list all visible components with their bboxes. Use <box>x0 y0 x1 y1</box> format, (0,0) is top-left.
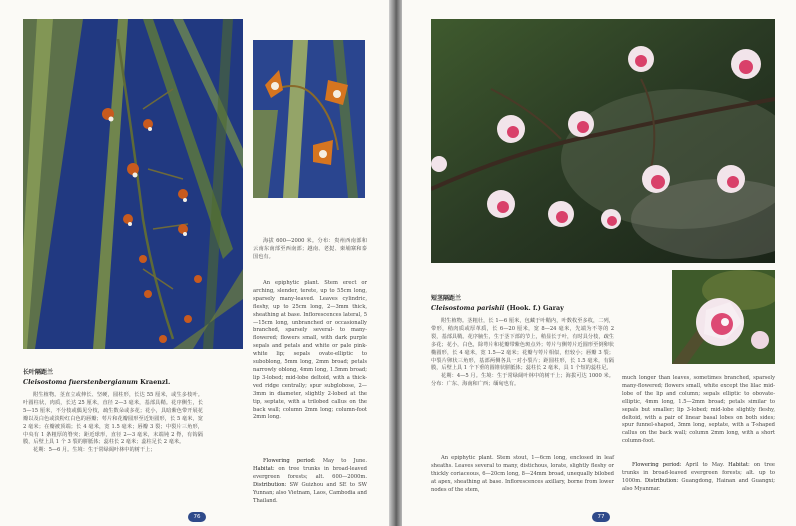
latin-binomial: Cleisostoma parishii <box>431 304 505 312</box>
distribution-value: SW Guizhou and SE to SW Yunnan; also Vietnam, Laos, Cambodia and Thailand. <box>253 481 367 504</box>
flowering-label: Flowering period: <box>632 462 682 468</box>
left-page <box>0 0 389 526</box>
flowering-en-paragraph <box>622 462 775 494</box>
photo-cleisostoma-parishii-main <box>431 19 775 263</box>
flowering-en-col2 <box>622 462 775 494</box>
species-chinese-name: 长叶隔距兰 <box>23 369 54 376</box>
latin-author: Kraenzl. <box>140 378 171 386</box>
page-number: 76 <box>188 512 206 522</box>
habitat-label: Habitat: <box>728 462 750 468</box>
description-en-col2 <box>622 375 775 446</box>
flowering-en-col2 <box>253 458 367 505</box>
habitat-value: on tree trunks in broad-leaved evergreen forests; alt. up to 1000m. <box>622 462 775 484</box>
photo-cleisostoma-fuerstenbergianum-main <box>23 19 243 349</box>
latin-author: (Hook. f.) Garay <box>506 304 564 312</box>
flowering-value: April to May. <box>685 462 725 468</box>
photo-cleisostoma-parishii-detail <box>672 270 775 364</box>
description-en-paragraph: An epiphytic plant. Stem erect or arching, slender, terete, up to 55cm long, sparsely many-leaved. Leaves cylindric, fleshy, up to 25cm long, 2—3mm thick, sheathing at base. Inflorescences lateral, 5—15cm long, unbranched or occasionally branched, sparsely several- to many-flowered; flowers small, with dark purple sepals and petals and white or pale pink-white lip; sepals ovate-elliptic to suboblong, 5mm long, 2mm broad; petals narrowly oblong, 4mm long, 1.5mm broad; lip 3-lobed; mid-lobe deltoid, with a thick-ved ridge centrally; spur subglobose, 2—3mm in diameter, slightly 2-lobed at the tip, septate, with a trilobed callus on the back wall; column 2mm long; column-foot 2mm long. <box>253 280 367 421</box>
description-en-continued: much longer than leaves, sometimes branched, sparsely many-flowered; flowers small, white except the lilac mid-lobe of the lip and column; sepals elliptic to obovate-elliptic, 4mm long, 1.5—2mm broad; petals similar to sepals but smaller; lip 3-lobed; mid-lobe slightly fleshy, deltoid, with a pair of linear basal lobes on both sides; spur funnel-shaped, 3mm long, septate, with a T-shaped callus on the back wall; column 2mm long, with a short column-foot. <box>622 375 775 445</box>
distribution-cn-paragraph: 海拔 600—2000 米。分布：贵州西南部和云南东南部至西南部；越南、老挝、柬埔寨和泰国也有。 <box>253 238 367 260</box>
flowering-cn-paragraph: 花期：4—5 月。生境：生于常绿阔叶林中的树干上；海拔可达 1000 米。分布：广东、海南和广西；缅甸也有。 <box>431 373 614 388</box>
species-chinese-name: 短茎隔距兰 <box>431 295 462 302</box>
latin-binomial: Cleisostoma fuerstenbergianum <box>23 378 138 386</box>
description-en-paragraph: An epiphytic plant. Stem stout, 1—6cm long, enclosed in leaf sheaths. Leaves several to many, distichous, lorate, slightly fleshy or thickly coriaceous, 6—20cm long, 8—24mm broad, unequally bilobed at apex, sheathing at base. Inflorescences axillary, borne from lower nodes of the stem, <box>431 455 614 493</box>
description-cn-paragraph: 附生植物。茎粗壮，长 1—6 厘米，包藏于叶鞘内，叶数枚至多枚，二列，带形，稍肉质或厚革质，长 6—20 厘米，宽 8—24 毫米，先端为不等的 2 裂，基部具鞘。花序腋生，生于茎下部的节上，稍显长于叶，有时具分枝，疏生多花；花小，白色，除萼片和花瓣带紫色斑点外；萼片与侧萼片近圆形至倒卵状椭圆形，长 4 毫米，宽 1.5—2 毫米；花瓣与萼片相似，但较小；唇瓣 3 裂；中裂片卵状三角形，基部两侧各具一对小裂片；距圆柱形，长 1.5 毫米，有隔膜，后壁上具 1 个下垂的圆锥状胼胝体；蕊柱长 2 毫米，具 1 个短的蕊柱足。 <box>431 318 614 372</box>
description-en-col1 <box>431 455 614 495</box>
habitat-label: Habitat: <box>253 465 275 472</box>
distribution-value: Guangdong, Hainan and Guangxi; also Myanmar. <box>622 477 775 492</box>
flowering-en-paragraph <box>253 458 367 505</box>
species-latin-name <box>23 378 170 386</box>
photo-cleisostoma-fuerstenbergianum-detail <box>253 40 365 198</box>
distribution-label: Distribution: <box>253 481 287 488</box>
distribution-label: Distribution: <box>644 477 679 484</box>
species-latin-name <box>431 304 564 312</box>
description-en-col2 <box>253 280 367 422</box>
page-number: 77 <box>592 512 610 522</box>
flowering-value: May to June. <box>322 458 368 464</box>
habitat-value: on tree trunks in broad-leaved evergreen forests; alt. 600—2000m. <box>253 465 367 480</box>
distribution-cn-col2 <box>253 238 367 262</box>
description-cn-col1 <box>23 392 203 455</box>
flowering-cn-paragraph: 花期：5—6 月。生境：生于常绿阔叶林中的树干上； <box>33 447 156 454</box>
book-gutter <box>389 0 402 526</box>
right-page <box>402 0 796 526</box>
description-cn-paragraph: 附生植物。茎直立或伸长、坚硬，圆柱形，长达 55 厘米，或生多枝叶。叶圆柱状，肉质，长达 25 厘米，直径 2—3 毫米，基部具鞘。花序侧生，长 5—15 厘米，不分枝或偶见分枝，疏生数朵或多花；花小，具暗紫色带开展花瓣以及白色或淡粉红白色的唇瓣；萼片和花瓣圆形至近矩圆形，长 5 毫米，宽 2 毫米；在瓣被顶端；长 4 毫米，宽 1.5 毫米；唇瓣 3 裂；中裂片三角形，中央有 1 条粗厚的脊突；距近球形，直径 2—3 毫米，末端钝 2 脊，有钩隔膜，后壁上具 1 个 3 裂的胼胝体；蕊柱长 2 毫米；蕊柱足长 2 毫米。 <box>23 392 203 446</box>
flowering-label: Flowering period: <box>263 458 316 464</box>
description-cn-col1 <box>431 318 614 389</box>
